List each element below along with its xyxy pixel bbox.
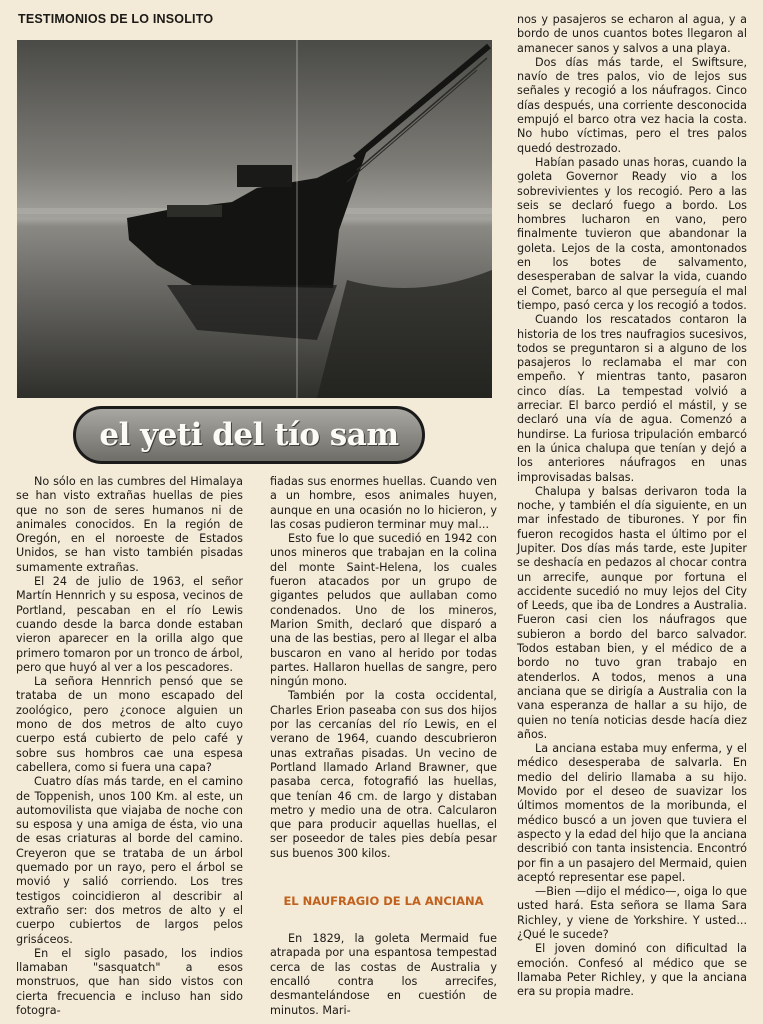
paragraph: Esto fue lo que sucedió en 1942 con unos mineros que trabajan en la colina del monte Saint-Helena, los cuales fueron atacados por un grupo de gigantes peludos que aullaban como condenados. Uno de los mineros, Marion Smith, declaró que disparó a una de las bestias, pero al llegar el alba buscaron en vano al herido por todas partes. Hallaron huellas de sangre, pero ningún mono. [270, 532, 497, 689]
paragraph: En el siglo pasado, los indios llamaban "sasquatch" a esos monstruos, que han sido vistos con cierta frecuencia e incluso han sido fotogra- [16, 946, 243, 1017]
subheading: EL NAUFRAGIO DE LA ANCIANA [283, 894, 484, 909]
column-3 [517, 13, 747, 999]
column-2 [270, 475, 497, 1018]
paragraph: Chalupa y balsas derivaron toda la noche, y también el día siguiente, en un mar infestado de tiburones. Y por fin fueron recogidos hasta el último por el Jupiter. Dos días más tarde, este Jupiter se deshacía en pedazos al chocar contra un arrecife, aunque por fortuna el accidente sucedió no muy lejos del City of Leeds, que iba de Londres a Australia. Fueron casi cien los náufragos que subieron a bordo del barco salvador. Todos estaban bien, y el médico de a bordo no tuvo gran trabajo en atenderlos. A todos, menos a una anciana que se dirigía a Australia con la vana esperanza de hallar a su hijo, de quien no tenía noticias desde hacía diez años. [517, 484, 747, 741]
paragraph: El 24 de julio de 1963, el señor Martín Hennrich y su esposa, vecinos de Portland, pescaban en el río Lewis cuando desde la barca donde estaban vieron aparecer en la orilla algo que primero tomaron por un tronco de árbol, pero que huyó al ver a los pescadores. [16, 575, 243, 674]
paragraph: En 1829, la goleta Mermaid fue atrapada por una espantosa tempestad cerca de las costas de Australia y encalló contra los arrecifes, desmantelándose en cuestión de minutos. Mari- [270, 932, 497, 1017]
paragraph: fiadas sus enormes huellas. Cuando ven a un hombre, esos animales huyen, aunque en una ocasión no lo hicieron, y las cosas pudieron terminar muy mal... [270, 475, 497, 531]
section-title: TESTIMONIOS DE LO INSOLITO [18, 12, 214, 26]
paragraph: El joven dominó con dificultad la emoción. Confesó al médico que se llamaba Peter Richley, y que la anciana era su propia madre. [517, 942, 747, 999]
article-title: el yeti del tío sam [99, 417, 399, 453]
paragraph: Cuatro días más tarde, en el camino de Toppenish, unos 100 Km. al este, un automovilista que viajaba de noche con su esposa y una amiga de ésta, vio una de esas criaturas al borde del camino. Creyeron que se trataba de un árbol quemado por un rayo, pero el árbol se movió y salió corriendo. Los tres testigos coincidieron al describir al extraño ser: dos metros de alto y el cuerpo cubiertos de largos pelos grisáceos. [16, 775, 243, 946]
paragraph: La señora Hennrich pensó que se trataba de un mono escapado del zoológico, pero ¿conoce alguien un mono de dos metros de alto cuyo cuerpo está cubierto de pelo café y sobre sus hombros cae una espesa cabellera, como si fuera una capa? [16, 675, 243, 774]
paragraph: Cuando los rescatados contaron la historia de los tres naufragios sucesivos, todos se preguntaron si a alguno de los pasajeros lo reclamaba el mar con empeño. Y mientras tanto, pasaron cinco días. La tempestad volvió a arreciar. El barco perdió el mástil, y se declaró una vía de agua. Comenzó a hundirse. La furiosa tripulación embarcó en la única chalupa que tenían y dejó a los anteriores náufragos en unas improvisadas balsas. [517, 313, 747, 484]
article-title-banner [73, 406, 425, 464]
paragraph: —Bien —dijo el médico—, oiga lo que usted hará. Esta señora se llama Sara Richley, y viene de Yorkshire. Y usted... ¿Qué le sucede? [517, 885, 747, 941]
paragraph: nos y pasajeros se echaron al agua, y a bordo de unos cuantos botes llegaron al amanecer sanos y salvos a una playa. [517, 13, 747, 55]
paragraph: Dos días más tarde, el Swiftsure, navío de tres palos, vio de lejos sus señales y recogió a los náufragos. Cinco días después, una corriente desconocida empujó el barco otra vez hacia la costa. No hubo víctimas, pero el tres palos quedó destrozado. [517, 55, 747, 155]
shipwreck-photo [17, 40, 492, 398]
shipwreck-illustration [17, 40, 492, 398]
paragraph: No sólo en las cumbres del Himalaya se han visto extrañas huellas de pies que no son de seres humanos ni de animales conocidos. En la región de Oregón, en el noroeste de Estados Unidos, se han visto también pisadas sumamente extrañas. [16, 475, 243, 574]
column-1 [16, 475, 243, 1018]
paragraph: Habían pasado unas horas, cuando la goleta Governor Ready vio a los sobrevivientes y los recogió. Pero a las seis se declaró fuego a bordo. Los hombres lucharon en vano, pero finalmente tuvieron que abandonar la goleta. Lejos de la costa, amontonados en los botes de salvamento, desesperaban de salvar la vida, cuando el Comet, barco al que perseguía el mal tiempo, pasó cerca y los recogió a todos. [517, 155, 747, 312]
paragraph: También por la costa occidental, Charles Erion paseaba con sus dos hijos por las cercanías del río Lewis, en el verano de 1964, cuando descubrieron unas extrañas pisadas. Un vecino de Portland llamado Arland Brawner, que pasaba cerca, fotografió las huellas, que tenían 46 cm. de largo y distaban metro y medio una de otra. Calcularon que para producir aquellas huellas, el ser poseedor de tales pies debía pesar sus buenos 300 kilos. [270, 689, 497, 860]
paragraph: La anciana estaba muy enferma, y el médico desesperaba de salvarla. En medio del delirio llamaba a su hijo. Movido por el deseo de suavizar los últimos momentos de la moribunda, el médico buscó a un joven que tuviera el aspecto y la edad del hijo que la anciana describió con tanta insistencia. Encontró por fin a un pasajero del Mermaid, quien aceptó representar ese papel. [517, 742, 747, 884]
